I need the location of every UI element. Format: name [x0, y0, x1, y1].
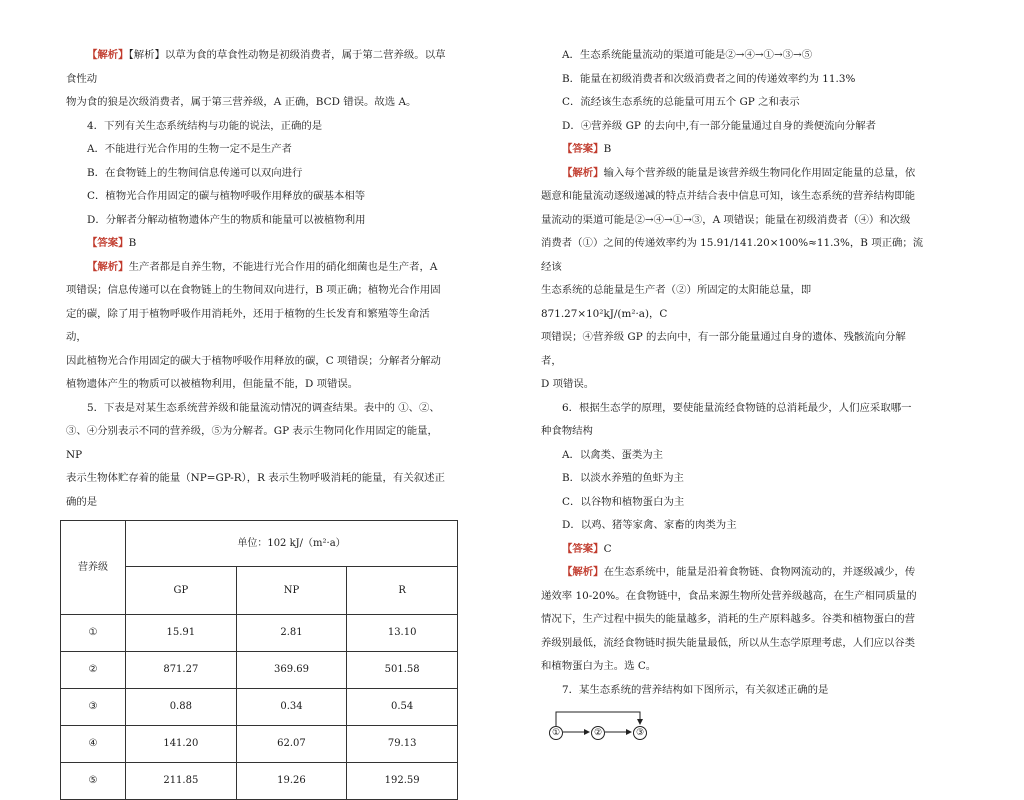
question-6-stem-2: 种食物结构	[541, 425, 593, 437]
analysis-tag: 【解析】	[87, 49, 129, 61]
arrow-1-to-3	[556, 712, 640, 726]
level-cell: ①	[61, 615, 126, 652]
question-5-analysis-6: 项错误；④营养级 GP 的去向中，有一部分能量通过自身的遗体、残骸流向分解者，	[541, 331, 906, 367]
answer-value: B	[603, 143, 612, 155]
np-cell: 62.07	[236, 726, 347, 763]
level-cell: ⑤	[61, 763, 126, 800]
question-4-stem: 4．下列有关生态系统结构与功能的说法，正确的是	[87, 119, 323, 132]
question-4-analysis-1: 【解析】生产者都是自养生物，不能进行光合作用的硝化细菌也是生产者，A	[87, 260, 438, 273]
level-cell: ④	[61, 726, 126, 763]
question-5-stem-2: ③、④分别表示不同的营养级，⑤为分解者。GP 表示生物同化作用固定的能量，NP	[66, 425, 438, 461]
question-4-analysis-3: 定的碳，除了用于植物呼吸作用消耗外，还用于植物的生长发育和繁殖等生命活动，	[66, 307, 430, 343]
left-column	[66, 44, 450, 800]
question-6-analysis-3: 情况下，生产过程中损失的能量越多，消耗的生产原料越多。谷类和植物蛋白的营	[541, 613, 916, 625]
question-6-stem-1: 6．根据生态学的原理，要使能量流经食物链的总消耗最少，人们应采取哪一	[562, 401, 912, 414]
question-4-analysis-5: 植物遗体产生的物质可以被植物利用，但能量不能，D 项错误。	[66, 378, 359, 390]
col-header-r: R	[347, 567, 458, 615]
food-chain-diagram	[541, 706, 925, 766]
unit-cell: 单位：102 kJ/（m²·a）	[126, 521, 458, 567]
node-1: ①	[549, 726, 563, 740]
question-5-stem-1: 5．下表是对某生态系统营养级和能量流动情况的调查结果。表中的 ①、②、	[87, 401, 440, 414]
question-6-analysis-4: 养级别最低，流经食物链时损失能量最低，所以从生态学原理考虑，人们应以谷类	[541, 636, 916, 649]
np-cell: 19.26	[236, 763, 347, 800]
col-header-np: NP	[236, 567, 347, 615]
question-6-analysis-5: 和植物蛋白为主。选 C。	[541, 660, 657, 672]
node-3: ③	[633, 726, 647, 740]
np-cell: 369.69	[236, 652, 347, 689]
question-4-analysis-4: 因此植物光合作用固定的碳大于植物呼吸作用释放的碳，C 项错误；分解者分解动	[66, 354, 441, 367]
question-7-stem: 7．某生态系统的营养结构如下图所示，有关叙述正确的是	[562, 683, 829, 696]
question-6-option-c: C．以谷物和植物蛋白为主	[562, 495, 685, 508]
level-cell: ③	[61, 689, 126, 726]
node-2: ②	[591, 726, 605, 740]
analysis-tag: 【解析】	[87, 260, 129, 273]
question-6-option-d: D．以鸡、猪等家禽、家畜的肉类为主	[562, 519, 737, 531]
table-body	[61, 615, 458, 800]
r-cell: 13.10	[347, 615, 458, 652]
answer-tag: 【答案】	[562, 143, 604, 155]
answer-tag: 【答案】	[87, 237, 129, 249]
question-5-analysis-1: 【解析】输入每个营养级的能量是该营养级生物同化作用固定能量的总量，依	[562, 166, 916, 179]
question-6-option-b: B．以淡水养殖的鱼虾为主	[562, 472, 684, 484]
question-5-option-d: D．④营养级 GP 的去向中,有一部分能量通过自身的粪便流向分解者	[562, 119, 877, 132]
r-cell: 79.13	[347, 726, 458, 763]
question-4-answer	[66, 232, 450, 256]
question-5-option-b: B．能量在初级消费者和次级消费者之间的传递效率约为 11.3%	[562, 72, 856, 85]
gp-cell: 0.88	[126, 689, 237, 726]
answer-value: C	[603, 542, 612, 555]
np-cell: 0.34	[236, 689, 347, 726]
question-4-option-d: D．分解者分解动植物遗体产生的物质和能量可以被植物利用	[87, 213, 366, 226]
question-5-analysis-2: 题意和能量流动逐级递减的特点并结合表中信息可知，该生态系统的营养结构即能	[541, 190, 916, 202]
answer-tag: 【答案】	[562, 542, 604, 555]
table-row	[61, 726, 458, 763]
question-5-analysis-4: 消费者（①）之间的传递效率约为 15.91/141.20×100%≈11.3%，B 项正确；流经该	[541, 237, 924, 273]
table-row	[61, 763, 458, 800]
energy-table	[60, 520, 458, 800]
prev-analysis-line-2: 物为食的狼是次级消费者，属于第三营养级，A 正确，BCD 错误。故选 A。	[66, 96, 417, 108]
row-header-cell: 营养级	[61, 521, 126, 615]
question-5-answer	[541, 138, 925, 162]
table-row	[61, 615, 458, 652]
col-header-gp: GP	[126, 567, 237, 615]
table-row	[61, 689, 458, 726]
np-cell: 2.81	[236, 615, 347, 652]
question-4-analysis-2: 项错误；信息传递可以在食物链上的生物间双向进行，B 项正确；植物光合作用固	[66, 284, 441, 296]
prev-analysis-line-1: 【解析】【解析】以草为食的草食性动物是初级消费者，属于第二营养级。以草食性动	[66, 49, 446, 85]
question-5-stem-4: 确的是	[66, 495, 98, 508]
gp-cell: 211.85	[126, 763, 237, 800]
analysis-tag: 【解析】	[562, 566, 604, 578]
question-5-analysis-5: 生态系统的总能量是生产者（②）所固定的太阳能总量，即 871.27×10²kJ/(m²·a)，C	[541, 284, 812, 320]
r-cell: 501.58	[347, 652, 458, 689]
question-5-analysis-3: 量流动的渠道可能是②→④→①→③，A 项错误；能量在初级消费者（④）和次级	[541, 213, 911, 226]
question-4-option-a: A．不能进行光合作用的生物一定不是生产者	[87, 143, 292, 155]
question-5-option-c: C．流经该生态系统的总能量可用五个 GP 之和表示	[562, 96, 800, 108]
level-cell: ②	[61, 652, 126, 689]
answer-value: B	[128, 237, 137, 249]
r-cell: 0.54	[347, 689, 458, 726]
gp-cell: 141.20	[126, 726, 237, 763]
analysis-tag: 【解析】	[562, 166, 604, 179]
r-cell: 192.59	[347, 763, 458, 800]
question-5-analysis-7: D 项错误。	[541, 378, 595, 390]
table-row	[61, 652, 458, 689]
question-4-option-c: C．植物光合作用固定的碳与植物呼吸作用释放的碳基本相等	[87, 190, 366, 202]
question-6-analysis-2: 递效率 10-20%。在食物链中，食品来源生物所处营养级越高，在生产相同质量的	[541, 589, 917, 602]
question-5-stem-3: 表示生物体贮存着的能量（NP=GP-R），R 表示生物呼吸消耗的能量，有关叙述正	[66, 472, 445, 484]
question-4-option-b: B．在食物链上的生物间信息传递可以双向进行	[87, 166, 303, 179]
question-5-option-a: A．生态系统能量流动的渠道可能是②→④→①→③→⑤	[562, 49, 813, 61]
question-6-answer	[541, 538, 925, 562]
right-column	[541, 44, 925, 766]
question-6-option-a: A．以禽类、蛋类为主	[562, 448, 664, 461]
gp-cell: 871.27	[126, 652, 237, 689]
question-6-analysis-1: 【解析】在生态系统中，能量是沿着食物链、食物网流动的，并逐级减少，传	[562, 566, 916, 578]
gp-cell: 15.91	[126, 615, 237, 652]
